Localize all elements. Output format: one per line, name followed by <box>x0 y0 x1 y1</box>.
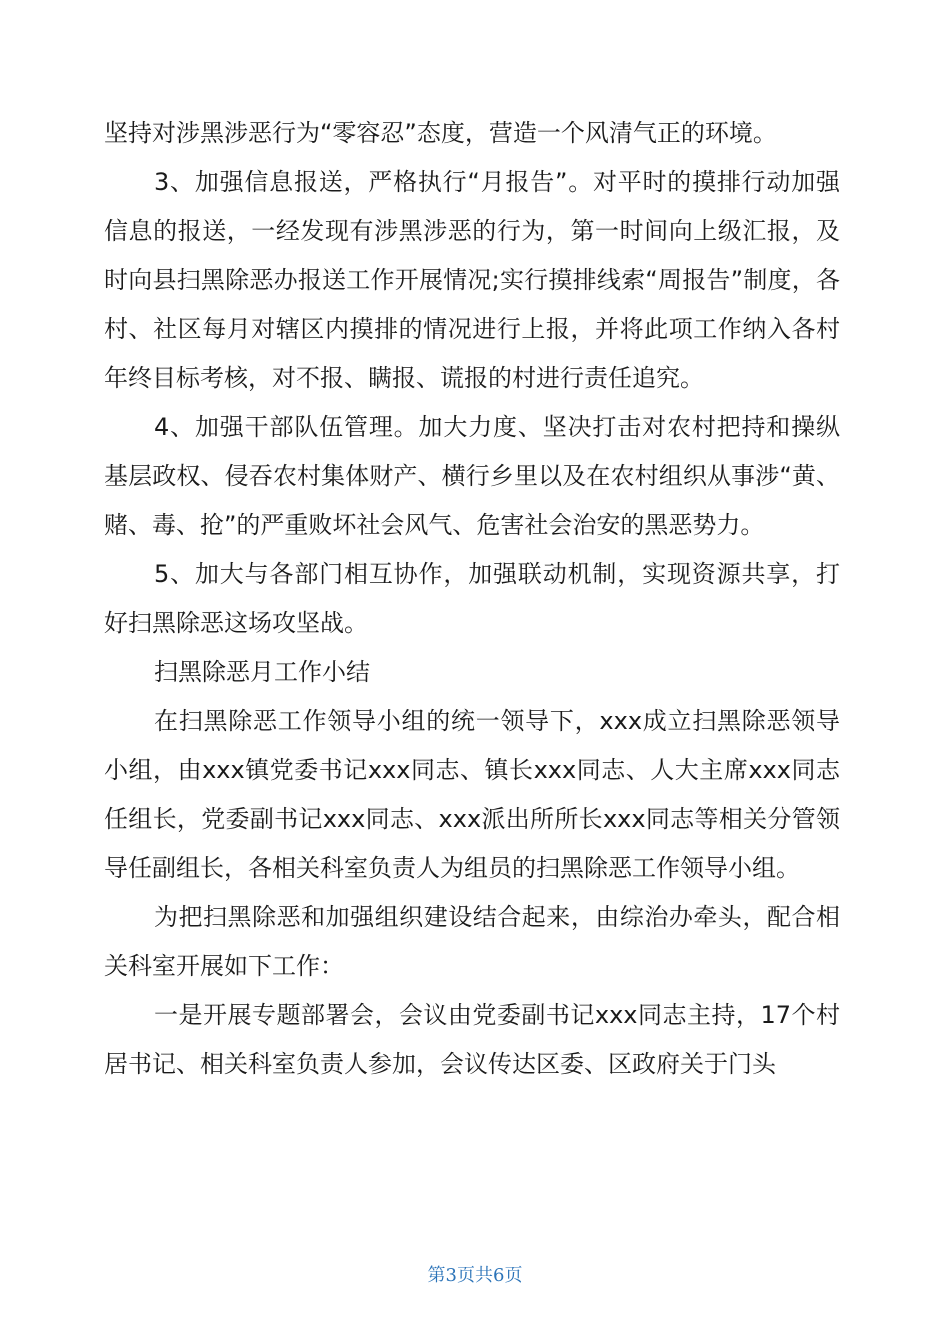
paragraph-7: 为把扫黑除恶和加强组织建设结合起来，由综治办牵头，配合相关科室开展如下工作： <box>104 903 840 980</box>
paragraph-6: 在扫黑除恶工作领导小组的统一领导下，xxx成立扫黑除恶领导小组，由xxx镇党委书记xxx同志、镇长xxx同志、人大主席xxx同志任组长，党委副书记xxx同志、xxx派出所所长xxx同志等相关分管领导任副组长，各相关科室负责人为组员的扫黑除恶工作领导小组。 <box>104 707 840 882</box>
page-number-footer: 第3页共6页 <box>427 1265 523 1286</box>
document-body <box>104 109 840 1089</box>
paragraph-1: 坚持对涉黑涉恶行为“零容忍”态度，营造一个风清气正的环境。 <box>104 119 777 147</box>
paragraph-4: 5、加大与各部门相互协作，加强联动机制，实现资源共享，打好扫黑除恶这场攻坚战。 <box>104 560 840 637</box>
paragraph-2: 3、加强信息报送，严格执行“月报告”。对平时的摸排行动加强信息的报送，一经发现有涉黑涉恶的行为，第一时间向上级汇报，及时向县扫黑除恶办报送工作开展情况;实行摸排线索“周报告”制度，各村、社区每月对辖区内摸排的情况进行上报，并将此项工作纳入各村年终目标考核，对不报、瞒报、谎报的村进行责任追究。 <box>104 168 840 392</box>
paragraph-3: 4、加强干部队伍管理。加大力度、坚决打击对农村把持和操纵基层政权、侵吞农村集体财产、横行乡里以及在农村组织从事涉“黄、赌、毒、抢”的严重败坏社会风气、危害社会治安的黑恶势力。 <box>104 413 840 539</box>
section-title: 扫黑除恶月工作小结 <box>154 658 370 686</box>
paragraph-8: 一是开展专题部署会，会议由党委副书记xxx同志主持，17个村居书记、相关科室负责人参加，会议传达区委、区政府关于门头 <box>104 1001 840 1078</box>
